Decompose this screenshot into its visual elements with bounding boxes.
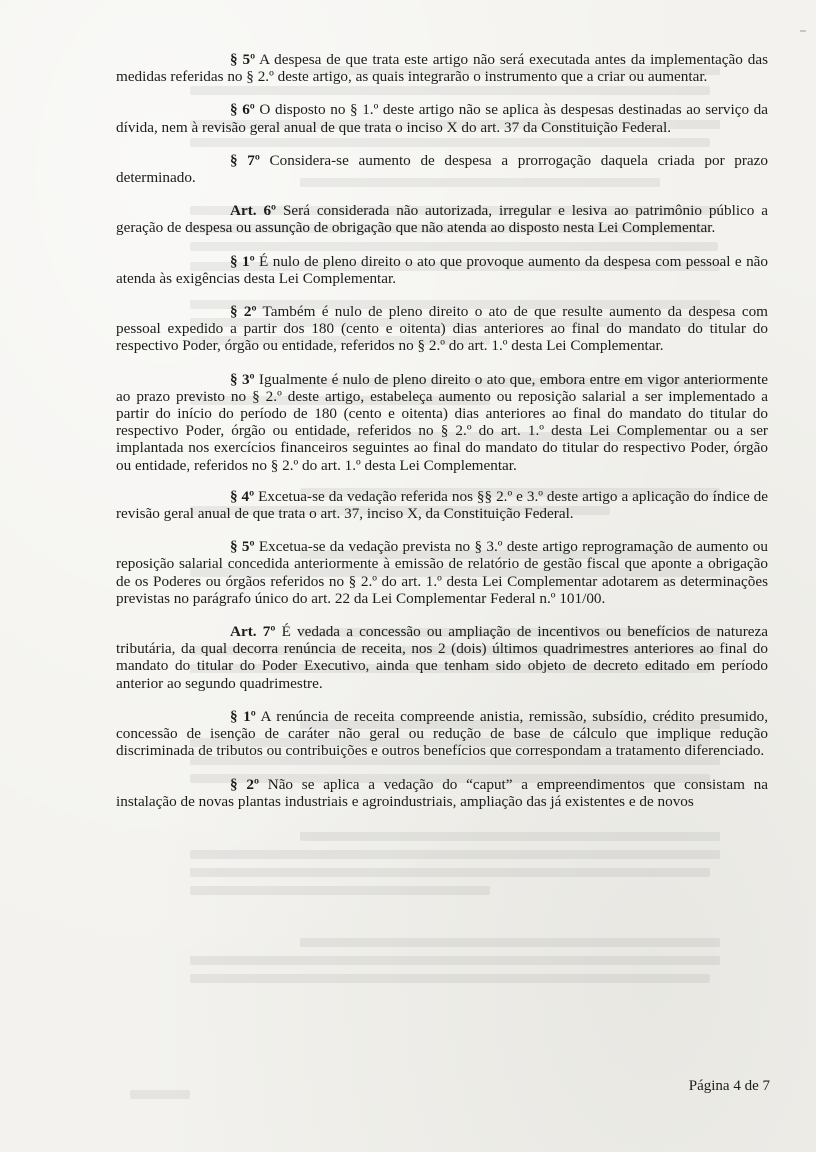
article-7 xyxy=(116,623,768,692)
paragraph-text: O disposto no § 1.º deste artigo não se aplica às despesas destinadas ao serviço da dívida, nem à revisão geral anual de que trata o inciso X do art. 37 da Constituição Federal. xyxy=(116,101,768,136)
paragraph-label: § 5º xyxy=(230,51,256,68)
paragraph-text: Considera-se aumento de despesa a prorrogação daquela criada por prazo determinado. xyxy=(116,151,769,187)
paragraph-label: § 5º xyxy=(230,538,255,556)
paragraph-label: § 4º xyxy=(230,487,255,505)
paragraph-s5-art5 xyxy=(116,51,768,85)
paragraph-s2-art7 xyxy=(116,776,768,810)
paragraph-text: Excetua-se da vedação referida nos §§ 2.º e 3.º deste artigo a aplicação do índice de revisão geral anual de que trata o art. 37, inciso X, da Constituição Federal. xyxy=(116,487,769,523)
paragraph-label: § 2º xyxy=(230,775,259,793)
paragraph-text: A despesa de que trata este artigo não será executada antes da implementação das medidas referidas no § 2.º deste artigo, as quais integrarão o instrumento que a criar ou aumentar. xyxy=(116,51,768,86)
paragraph-label: § 3º xyxy=(230,370,255,388)
paragraph-label: § 6º xyxy=(230,101,255,119)
paragraph-s7-art5 xyxy=(116,152,768,186)
article-label: Art. 6º xyxy=(230,202,277,220)
paragraph-s2-art6 xyxy=(116,303,768,355)
article-label: Art. 7º xyxy=(230,623,276,641)
paragraph-text: A renúncia de receita compreende anistia, remissão, subsídio, crédito presumido, concessão de isenção de caráter não geral ou redução de base de cálculo que implique redução discriminada de tributos ou contribuições e outros benefícios que correspondam a tratamento diferenciado. xyxy=(116,707,768,760)
scan-speck xyxy=(800,30,806,32)
paragraph-text: Excetua-se da vedação prevista no § 3.º deste artigo reprogramação de aumento ou reposição salarial concedida anteriormente à emissão de relatório de gestão fiscal que aponte a obrigação de os Poderes ou órgãos referidos no § 2.º do art. 1.º desta Lei Complementar adotarem as determinações previstas no parágrafo único do art. 22 da Lei Complementar Federal n.º 101/00. xyxy=(116,538,768,607)
paragraph-s5-art6 xyxy=(116,538,768,607)
paragraph-text: Igualmente é nulo de pleno direito o ato que, embora entre em vigor anteriormente ao prazo previsto no § 2.º deste artigo, estabeleça aumento ou reposição salarial a ser implementado a partir do início do período de 180 (cento e oitenta) dias anteriores ao final do mandato do titular do respectivo Poder, órgão ou entidade, referidos no § 2.º do art. 1.º desta Lei Complementar ou a ser implantada nos exercícios financeiros seguintes ao final do mandato do titular do respectivo Poder, órgão ou entidade, referidos no § 2.º do art. 1.º desta Lei Complementar. xyxy=(116,370,768,474)
paragraph-s1-art7 xyxy=(116,708,768,760)
paragraph-text: É nulo de pleno direito o ato que provoque aumento da despesa com pessoal e não atenda às exigências desta Lei Complementar. xyxy=(116,252,769,287)
article-text: Será considerada não autorizada, irregular e lesiva ao patrimônio público a geração de despesa ou assunção de obrigação que não atenda ao disposto nesta Lei Complementar. xyxy=(116,202,769,237)
paragraph-s1-art6 xyxy=(116,253,768,287)
page-number: Página 4 de 7 xyxy=(688,1078,770,1094)
paragraph-label: § 1º xyxy=(230,707,256,725)
document-body xyxy=(116,51,768,826)
paragraph-label: § 7º xyxy=(230,151,260,169)
article-text: É vedada a concessão ou ampliação de incentivos ou benefícios de natureza tributária, da qual decorra renúncia de receita, nos 2 (dois) últimos quadrimestres anteriores ao final do mandato do titular do Poder Executivo, ainda que tenham sido objeto de decreto editado em período anterior ao segundo quadrimestre. xyxy=(116,623,768,692)
paragraph-label: § 1º xyxy=(230,252,255,270)
paragraph-text: Também é nulo de pleno direito o ato de que resulte aumento da despesa com pessoal expedido a partir dos 180 (cento e oitenta) dias anteriores ao final do mandato do titular do respectivo Poder, órgão ou entidade, referidos no § 2.º do art. 1.º desta Lei Complementar. xyxy=(116,303,768,355)
paragraph-s3-art6 xyxy=(116,371,768,474)
paragraph-s4-art6 xyxy=(116,488,768,522)
paragraph-s6-art5 xyxy=(116,101,768,135)
paragraph-label: § 2º xyxy=(230,303,257,321)
article-6 xyxy=(116,202,768,236)
paragraph-text: Não se aplica a vedação do “caput” a empreendimentos que consistam na instalação de novas plantas industriais e agroindustriais, ampliação das já existentes e de novos xyxy=(116,775,769,810)
